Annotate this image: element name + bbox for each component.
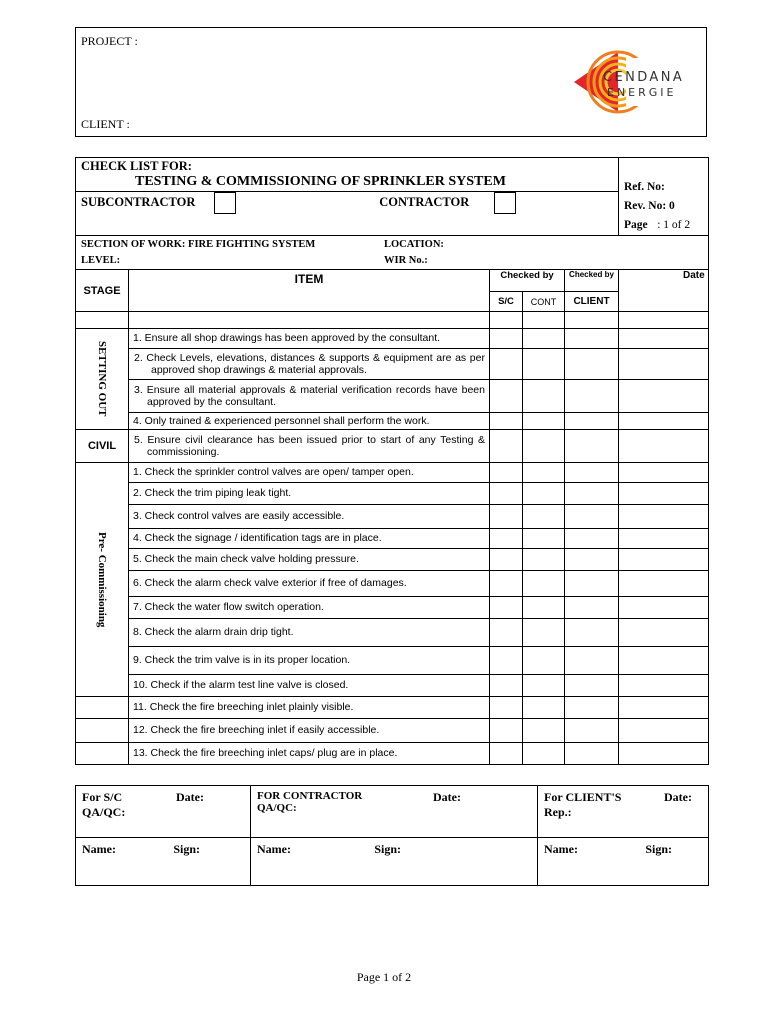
date-cell[interactable] bbox=[619, 675, 709, 697]
sc-check[interactable] bbox=[490, 571, 523, 597]
stage-precommissioning bbox=[76, 463, 129, 697]
sc-name-cell[interactable] bbox=[76, 838, 251, 886]
stage-setting-out-label: SETTING OUT bbox=[96, 341, 108, 417]
client-check[interactable] bbox=[565, 571, 619, 597]
contractor-signoff-cell[interactable] bbox=[251, 786, 538, 838]
client-check[interactable] bbox=[565, 597, 619, 619]
cont-check[interactable] bbox=[523, 505, 565, 529]
checklist-title-label: CHECK LIST FOR: bbox=[81, 159, 192, 173]
date-cell[interactable] bbox=[619, 619, 709, 647]
client-check[interactable] bbox=[565, 505, 619, 529]
checklist-item: 13. Check the fire breeching inlet caps/ plug are in place. bbox=[129, 743, 490, 765]
client-check[interactable] bbox=[565, 430, 619, 463]
sc-check[interactable] bbox=[490, 463, 523, 483]
cont-check[interactable] bbox=[523, 430, 565, 463]
client-check[interactable] bbox=[565, 697, 619, 719]
checklist-item: 10. Check if the alarm test line valve is closed. bbox=[129, 675, 490, 697]
client-name-cell[interactable] bbox=[538, 838, 709, 886]
cont-check[interactable] bbox=[523, 675, 565, 697]
cont-check[interactable] bbox=[523, 571, 565, 597]
checked-by-2-header: Checked by bbox=[565, 270, 619, 292]
checklist-item: 1. Ensure all shop drawings has been approved by the consultant. bbox=[129, 329, 490, 349]
checklist-item: 2. Check Levels, elevations, distances & supports & equipment are as per approved shop drawings & material approvals. bbox=[129, 349, 490, 380]
contractor-qaqc-label: FOR CONTRACTOR QA/QC: bbox=[257, 790, 363, 814]
date-cell[interactable] bbox=[619, 571, 709, 597]
cont-check[interactable] bbox=[523, 743, 565, 765]
sc-header: S/C bbox=[490, 292, 523, 312]
sc-name-label: Name: bbox=[82, 842, 116, 856]
signoff-table bbox=[75, 785, 709, 886]
cont-check[interactable] bbox=[523, 463, 565, 483]
checklist-item: 11. Check the fire breeching inlet plainly visible. bbox=[129, 697, 490, 719]
title-cell bbox=[76, 158, 619, 192]
sc-check[interactable] bbox=[490, 329, 523, 349]
date-cell[interactable] bbox=[619, 743, 709, 765]
checklist-item: 6. Check the alarm check valve exterior if free of damages. bbox=[129, 571, 490, 597]
checklist-item: 12. Check the fire breeching inlet if easily accessible. bbox=[129, 719, 490, 743]
sc-check[interactable] bbox=[490, 647, 523, 675]
date-cell[interactable] bbox=[619, 380, 709, 413]
sc-qaqc-label: For S/C QA/QC: bbox=[82, 790, 126, 819]
stage-setting-out bbox=[76, 329, 129, 430]
contractor-name-label: Name: bbox=[257, 842, 291, 856]
client-header: CLIENT bbox=[565, 292, 619, 312]
checklist-item: 1. Check the sprinkler control valves are open/ tamper open. bbox=[129, 463, 490, 483]
location-label: LOCATION: bbox=[384, 238, 444, 250]
sc-check[interactable] bbox=[490, 349, 523, 380]
checklist-title: TESTING & COMMISSIONING OF SPRINKLER SYSTEM bbox=[135, 174, 506, 189]
client-check[interactable] bbox=[565, 675, 619, 697]
section-cell bbox=[76, 236, 709, 270]
cont-check[interactable] bbox=[523, 697, 565, 719]
page-value: : 1 of 2 bbox=[657, 219, 691, 231]
date-cell[interactable] bbox=[619, 647, 709, 675]
checklist-item: 9. Check the trim valve is in its proper location. bbox=[129, 647, 490, 675]
sc-sign-label: Sign: bbox=[173, 842, 200, 856]
sc-check[interactable] bbox=[490, 719, 523, 743]
sc-check[interactable] bbox=[490, 697, 523, 719]
logo-name: CENDANA bbox=[603, 70, 685, 85]
client-name-label: Name: bbox=[544, 842, 578, 856]
client-check[interactable] bbox=[565, 549, 619, 571]
sc-check[interactable] bbox=[490, 597, 523, 619]
client-rep-label: For CLIENT'S Rep.: bbox=[544, 790, 622, 819]
client-signoff-cell[interactable] bbox=[538, 786, 709, 838]
stage-header: STAGE bbox=[76, 270, 129, 312]
client-check[interactable] bbox=[565, 743, 619, 765]
checklist-item: 4. Only trained & experienced personnel shall perform the work. bbox=[129, 413, 490, 430]
client-sign-label: Sign: bbox=[645, 842, 672, 856]
date-cell[interactable] bbox=[619, 483, 709, 505]
item-header: ITEM bbox=[129, 270, 490, 312]
client-check[interactable] bbox=[565, 719, 619, 743]
checklist-item: 3. Ensure all material approvals & material verification records have been approved by the consultant. bbox=[129, 380, 490, 413]
cont-check[interactable] bbox=[523, 597, 565, 619]
cont-header: CONT bbox=[523, 292, 565, 312]
logo-sub: ENERGIE bbox=[607, 86, 677, 99]
stage-precommissioning-label: Pre- Commissioning bbox=[96, 531, 108, 628]
date-cell[interactable] bbox=[619, 719, 709, 743]
level-label: LEVEL: bbox=[81, 254, 121, 266]
cont-check[interactable] bbox=[523, 619, 565, 647]
date-cell[interactable] bbox=[619, 597, 709, 619]
checklist-item: 7. Check the water flow switch operation. bbox=[129, 597, 490, 619]
cont-check[interactable] bbox=[523, 483, 565, 505]
sc-check[interactable] bbox=[490, 413, 523, 430]
ref-cell bbox=[619, 158, 709, 236]
checklist-item: 3. Check control valves are easily accessible. bbox=[129, 505, 490, 529]
cont-check[interactable] bbox=[523, 329, 565, 349]
sc-check[interactable] bbox=[490, 430, 523, 463]
sc-check[interactable] bbox=[490, 549, 523, 571]
cont-check[interactable] bbox=[523, 349, 565, 380]
checklist-item: 5. Ensure civil clearance has been issued prior to start of any Testing & commissioning. bbox=[129, 430, 490, 463]
cont-check[interactable] bbox=[523, 380, 565, 413]
subcontractor-checkbox[interactable] bbox=[214, 192, 236, 214]
page-footer: Page 1 of 2 bbox=[356, 970, 412, 984]
section-of-work: SECTION OF WORK: FIRE FIGHTING SYSTEM bbox=[81, 238, 316, 250]
contractor-name-cell[interactable] bbox=[251, 838, 538, 886]
date-cell[interactable] bbox=[619, 549, 709, 571]
checked-by-header: Checked by bbox=[490, 270, 565, 292]
contractor-cell bbox=[76, 192, 619, 236]
client-check[interactable] bbox=[565, 483, 619, 505]
client-check[interactable] bbox=[565, 647, 619, 675]
sc-check[interactable] bbox=[490, 380, 523, 413]
checklist-item: 4. Check the signage / identification tags are in place. bbox=[129, 529, 490, 549]
project-label: PROJECT : bbox=[81, 34, 138, 48]
sc-signoff-cell[interactable] bbox=[76, 786, 251, 838]
date-cell[interactable] bbox=[619, 463, 709, 483]
client-check[interactable] bbox=[565, 413, 619, 430]
client-label: CLIENT : bbox=[81, 117, 130, 131]
cont-check[interactable] bbox=[523, 549, 565, 571]
wir-no-label: WIR No.: bbox=[384, 254, 428, 266]
date-cell[interactable] bbox=[619, 697, 709, 719]
sc-check[interactable] bbox=[490, 505, 523, 529]
date-cell[interactable] bbox=[619, 529, 709, 549]
page-label: Page bbox=[624, 219, 648, 231]
date-cell[interactable] bbox=[619, 349, 709, 380]
checklist-table bbox=[75, 157, 709, 765]
client-check[interactable] bbox=[565, 619, 619, 647]
rev-no: Rev. No: 0 bbox=[624, 200, 675, 212]
cont-check[interactable] bbox=[523, 719, 565, 743]
cont-check[interactable] bbox=[523, 647, 565, 675]
checklist-item: 5. Check the main check valve holding pressure. bbox=[129, 549, 490, 571]
ref-no: Ref. No: bbox=[624, 181, 665, 193]
contractor-date-label: Date: bbox=[433, 790, 461, 804]
date-cell[interactable] bbox=[619, 413, 709, 430]
contractor-checkbox[interactable] bbox=[494, 192, 516, 214]
date-cell[interactable] bbox=[619, 505, 709, 529]
sc-check[interactable] bbox=[490, 619, 523, 647]
date-header: Date bbox=[619, 270, 709, 312]
client-check[interactable] bbox=[565, 380, 619, 413]
header-box bbox=[75, 27, 707, 137]
sc-check[interactable] bbox=[490, 675, 523, 697]
date-cell[interactable] bbox=[619, 430, 709, 463]
sc-date-label: Date: bbox=[176, 790, 204, 804]
contractor-label: CONTRACTOR bbox=[379, 194, 470, 209]
cont-check[interactable] bbox=[523, 413, 565, 430]
checklist-item: 8. Check the alarm drain drip tight. bbox=[129, 619, 490, 647]
checklist-item: 2. Check the trim piping leak tight. bbox=[129, 483, 490, 505]
client-date-label: Date: bbox=[664, 790, 692, 804]
date-cell[interactable] bbox=[619, 329, 709, 349]
client-check[interactable] bbox=[565, 349, 619, 380]
client-check[interactable] bbox=[565, 463, 619, 483]
contractor-sign-label: Sign: bbox=[374, 842, 401, 856]
subcontractor-label: SUBCONTRACTOR bbox=[81, 194, 196, 209]
client-check[interactable] bbox=[565, 529, 619, 549]
stage-civil: CIVIL bbox=[76, 430, 129, 463]
client-check[interactable] bbox=[565, 329, 619, 349]
sc-check[interactable] bbox=[490, 743, 523, 765]
cont-check[interactable] bbox=[523, 529, 565, 549]
sc-check[interactable] bbox=[490, 529, 523, 549]
sc-check[interactable] bbox=[490, 483, 523, 505]
